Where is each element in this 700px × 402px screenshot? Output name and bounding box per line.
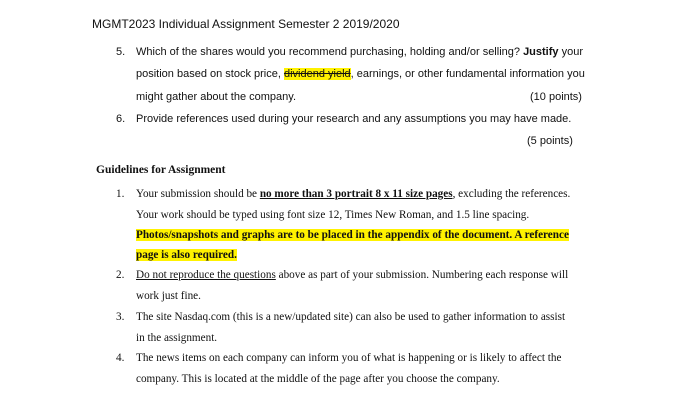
guideline-text: , excluding the references. bbox=[452, 188, 571, 200]
question-text: your bbox=[558, 46, 583, 58]
page-header: MGMT2023 Individual Assignment Semester 2 2019/2020 bbox=[92, 17, 400, 31]
guideline-number: 4. bbox=[116, 352, 125, 364]
question-points: (5 points) bbox=[527, 135, 573, 147]
guideline-line: work just fine. bbox=[136, 290, 201, 302]
question-line bbox=[136, 113, 571, 125]
guideline-line: The news items on each company can inform you of what is happening or is likely to affect the bbox=[136, 352, 562, 364]
guideline-emphasis: no more than 3 portrait 8 x 11 size pages bbox=[259, 188, 453, 200]
question-text: might gather about the company. bbox=[136, 91, 297, 103]
question-text: , earnings, or other fundamental information you bbox=[350, 68, 585, 80]
guideline-number: 2. bbox=[116, 269, 125, 281]
guideline-line: in the assignment. bbox=[136, 332, 218, 344]
guideline-line: Your work should be typed using font size 12, Times New Roman, and 1.5 line spacing. bbox=[136, 209, 530, 221]
guideline-text: above as part of your submission. Numbering each response will bbox=[275, 269, 569, 281]
question-text: Which of the shares would you recommend purchasing, holding and/or selling? bbox=[136, 46, 524, 58]
underlined-text: Do not reproduce the questions bbox=[136, 269, 276, 281]
highlighted-text: page is also required. bbox=[136, 249, 237, 261]
question-bold-text: Justify bbox=[523, 46, 559, 58]
question-number: 6. bbox=[116, 113, 126, 125]
guideline-text: Your submission should be bbox=[136, 188, 260, 200]
question-text: position based on stock price, bbox=[136, 68, 284, 80]
question-line bbox=[136, 91, 296, 103]
guideline-number: 3. bbox=[116, 311, 125, 323]
guideline-line bbox=[136, 188, 570, 200]
question-text: Provide references used during your research and any assumptions you may have made. bbox=[136, 113, 572, 125]
guideline-line: company. This is located at the middle of the page after you choose the company. bbox=[136, 373, 500, 385]
guideline-number: 1. bbox=[116, 188, 125, 200]
guideline-line bbox=[136, 229, 569, 241]
struck-highlighted-text: dividend yield bbox=[283, 68, 351, 80]
guidelines-heading: Guidelines for Assignment bbox=[96, 164, 226, 176]
guideline-line bbox=[136, 249, 237, 261]
question-line bbox=[136, 68, 585, 80]
guideline-line bbox=[136, 269, 568, 281]
question-line bbox=[136, 46, 583, 58]
guideline-line: The site Nasdaq.com (this is a new/updated site) can also be used to gather information to assist bbox=[136, 311, 566, 323]
question-number: 5. bbox=[116, 46, 126, 58]
highlighted-text: Photos/snapshots and graphs are to be placed in the appendix of the document. A reference bbox=[136, 229, 569, 241]
question-points: (10 points) bbox=[530, 91, 582, 103]
